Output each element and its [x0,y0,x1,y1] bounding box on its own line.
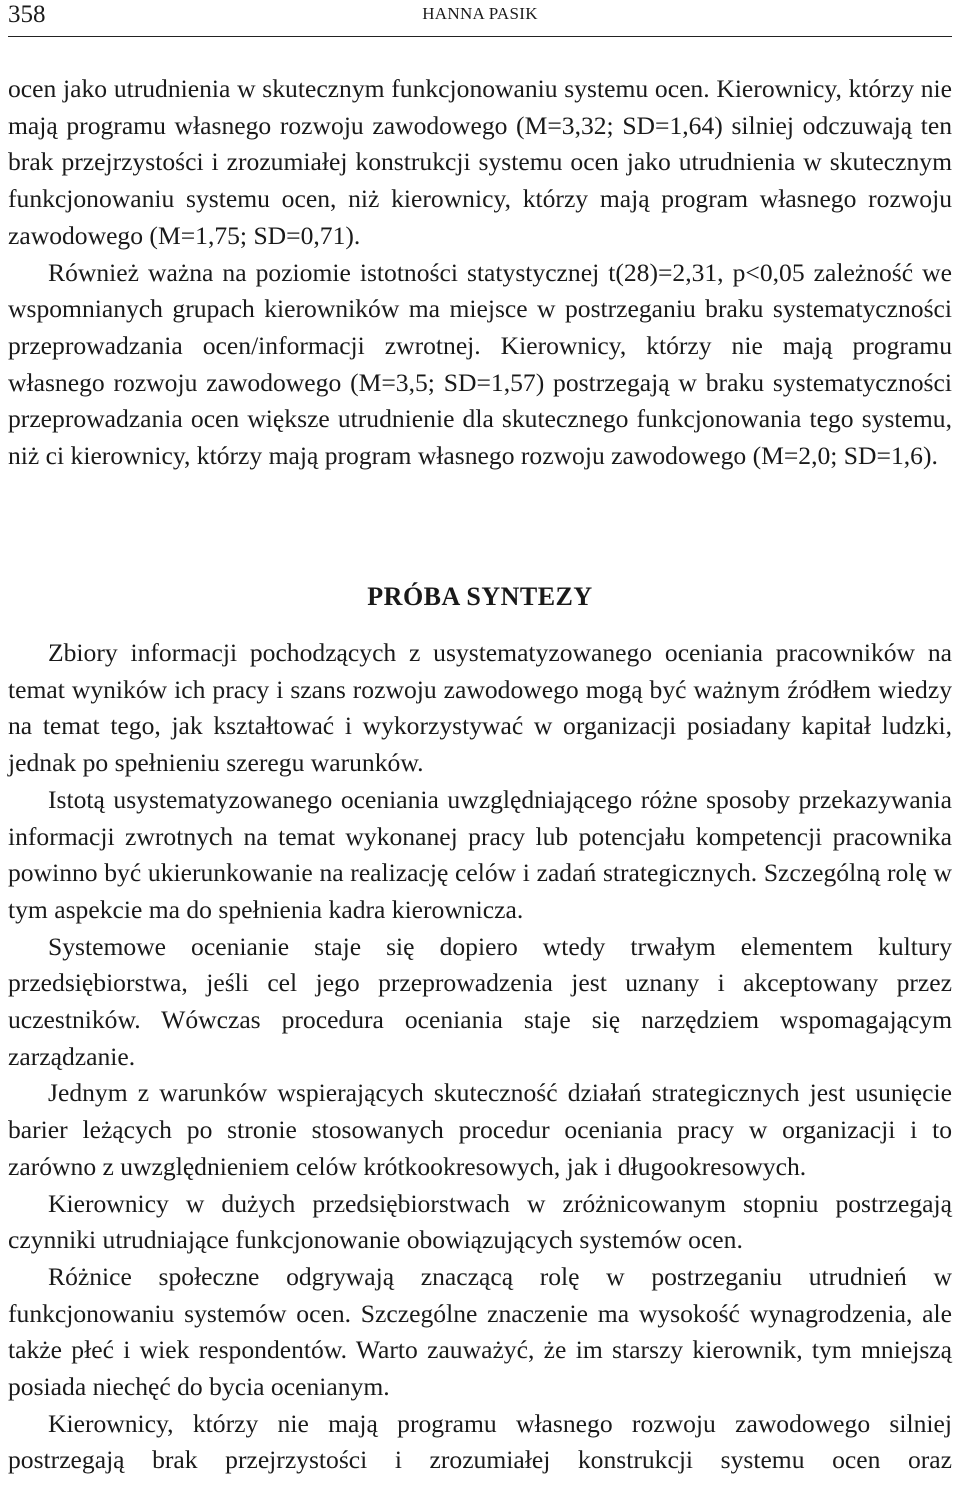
running-title: HANNA PASIK [422,4,538,23]
paragraph-continued: ocen jako utrudnienia w skutecznym funkcjonowaniu systemu ocen. Kierownicy, którzy nie mają programu własnego rozwoju zawodowego (M=3,32; SD=1,64) silniej odczuwają ten brak przejrzystości i zrozumiałej konstrukcji systemu ocen jako utrudnienia w skutecznym funkcjonowaniu systemu ocen, niż kierownicy, którzy mają program własnego rozwoju zawodowego (M=1,75; SD=0,71). [8,74,952,250]
paragraph: Jednym z warunków wspierających skuteczność działań strategicznych jest usunięcie barier leżących po stronie stosowanych procedur oceniania pracy w organizacji i to zarówno z uwzględnieniem celów krótkookresowych, jak i długookresowych. [8,1078,952,1181]
page-number: 358 [8,1,46,28]
body-text-after-heading [8,635,952,1479]
paragraph: Kierownicy w dużych przedsiębiorstwach w zróżnicowanym stopniu postrzegają czynniki utrudniające funkcjonowanie obowiązujących systemów ocen. [8,1188,952,1255]
paragraph: Różnice społeczne odgrywają znaczącą rolę w postrzeganiu utrudnień w funkcjonowaniu systemów ocen. Szczególne znaczenie ma wysokość wynagrodzenia, ale także płeć i wiek respondentów. Warto zauważyć, że im starszy kierownik, tym mniejszą posiada niechęć do bycia ocenianym. [8,1261,952,1402]
paragraph: Istotą usystematyzowanego oceniania uwzględniającego różne sposoby przekazywania informacji zwrotnych na temat wykonanej pracy lub potencjału kompetencji pracownika powinno być ukierunkowanie na realizację celów i zadań strategicznych. Szczególną rolę w tym aspekcie ma do spełnienia kadra kierownicza. [8,784,952,924]
body-text-before-heading [8,71,952,475]
paragraph: Zbiory informacji pochodzących z usystematyzowanego oceniania pracowników na temat wyników ich pracy i szans rozwoju zawodowego mogą być ważnym źródłem wiedzy na temat tego, jak kształtować i wykorzystywać w organizacji posiadany kapitał ludzki, jednak po spełnieniu szeregu warunków. [8,638,952,778]
section-heading: PRÓBA SYNTEZY [367,581,593,611]
paragraph-last: Kierownicy, którzy nie mają programu własnego rozwoju zawodowego silniej postrzegają brak przejrzystości i zrozumiałej konstrukcji systemu ocen oraz [8,1408,952,1475]
paragraph: Systemowe ocenianie staje się dopiero wtedy trwałym elementem kultury przedsiębiorstwa, jeśli cel jego przeprowadzenia jest uznany i akceptowany przez uczestników. Wówczas procedura oceniania staje się narzędziem wspomagającym zarządzanie. [8,931,952,1071]
running-header [8,0,952,37]
paragraph: Również ważna na poziomie istotności statystycznej t(28)=2,31, p<0,05 zależność we wspomnianych grupach kierowników ma miejsce w postrzeganiu braku systematyczności przeprowadzania ocen/informacji zwrotnej. Kierownicy, którzy nie mają programu własnego rozwoju zawodowego (M=3,5; SD=1,57) postrzegają w braku systematyczności przeprowadzania ocen większe utrudnienie dla skutecznego funkcjonowania tego systemu, niż ci kierownicy, którzy mają program własnego rozwoju zawodowego (M=2,0; SD=1,6). [8,257,952,471]
